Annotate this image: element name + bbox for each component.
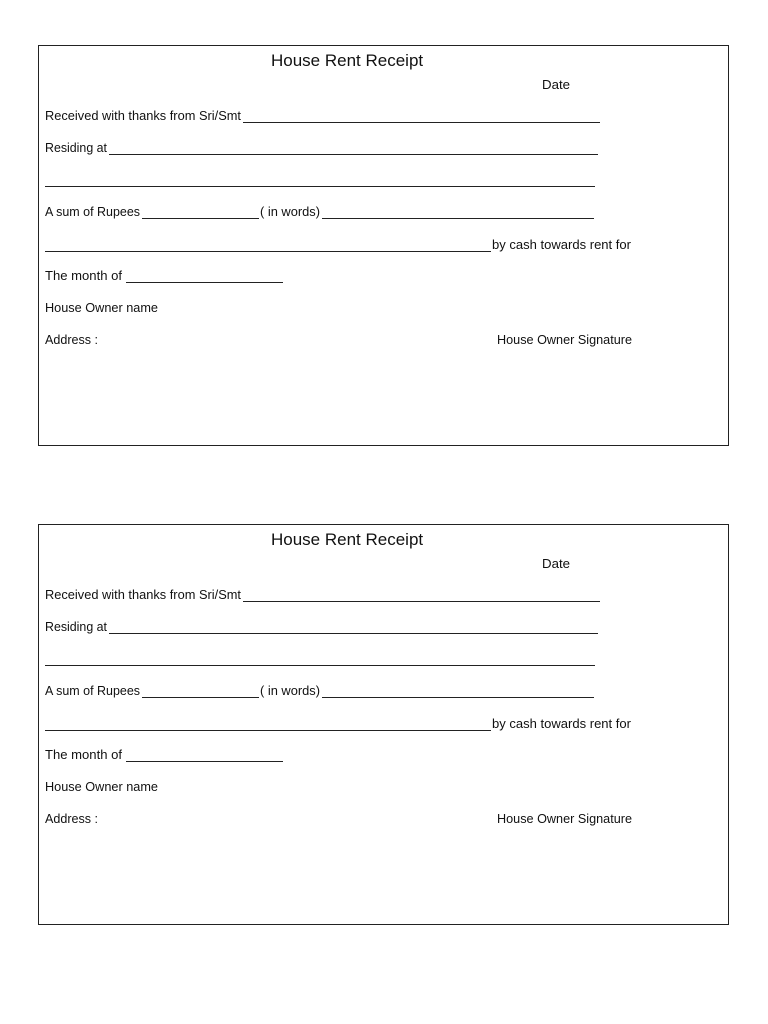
in-words-label: ( in words) [260, 684, 320, 698]
receipt-1 [38, 45, 729, 446]
address-continuation-blank[interactable] [45, 186, 595, 187]
month-blank[interactable] [126, 761, 283, 762]
residing-at-blank[interactable] [109, 154, 598, 155]
amount-in-words-continuation-blank[interactable] [45, 730, 491, 731]
date-label: Date [542, 557, 570, 571]
rupees-amount-blank[interactable] [142, 697, 259, 698]
house-owner-signature-label: House Owner Signature [497, 333, 632, 347]
sum-of-rupees-label: A sum of Rupees [45, 684, 140, 698]
receipt-2 [38, 524, 729, 925]
by-cash-label: by cash towards rent for [492, 717, 631, 731]
date-label: Date [542, 78, 570, 92]
sum-of-rupees-label: A sum of Rupees [45, 205, 140, 219]
house-owner-name-label: House Owner name [45, 780, 158, 794]
receipt-title: House Rent Receipt [271, 530, 424, 549]
amount-in-words-blank[interactable] [322, 218, 594, 219]
received-from-label: Received with thanks from Sri/Smt [45, 109, 241, 123]
in-words-label: ( in words) [260, 205, 320, 219]
address-label: Address : [45, 812, 98, 826]
house-owner-name-label: House Owner name [45, 301, 158, 315]
amount-in-words-continuation-blank[interactable] [45, 251, 491, 252]
amount-in-words-blank[interactable] [322, 697, 594, 698]
residing-at-label: Residing at [45, 620, 107, 634]
month-of-label: The month of [45, 748, 122, 762]
house-owner-signature-label: House Owner Signature [497, 812, 632, 826]
received-from-blank[interactable] [243, 601, 600, 602]
rupees-amount-blank[interactable] [142, 218, 259, 219]
address-continuation-blank[interactable] [45, 665, 595, 666]
month-of-label: The month of [45, 269, 122, 283]
residing-at-label: Residing at [45, 141, 107, 155]
by-cash-label: by cash towards rent for [492, 238, 631, 252]
month-blank[interactable] [126, 282, 283, 283]
received-from-blank[interactable] [243, 122, 600, 123]
address-label: Address : [45, 333, 98, 347]
receipt-title: House Rent Receipt [271, 51, 424, 70]
residing-at-blank[interactable] [109, 633, 598, 634]
received-from-label: Received with thanks from Sri/Smt [45, 588, 241, 602]
